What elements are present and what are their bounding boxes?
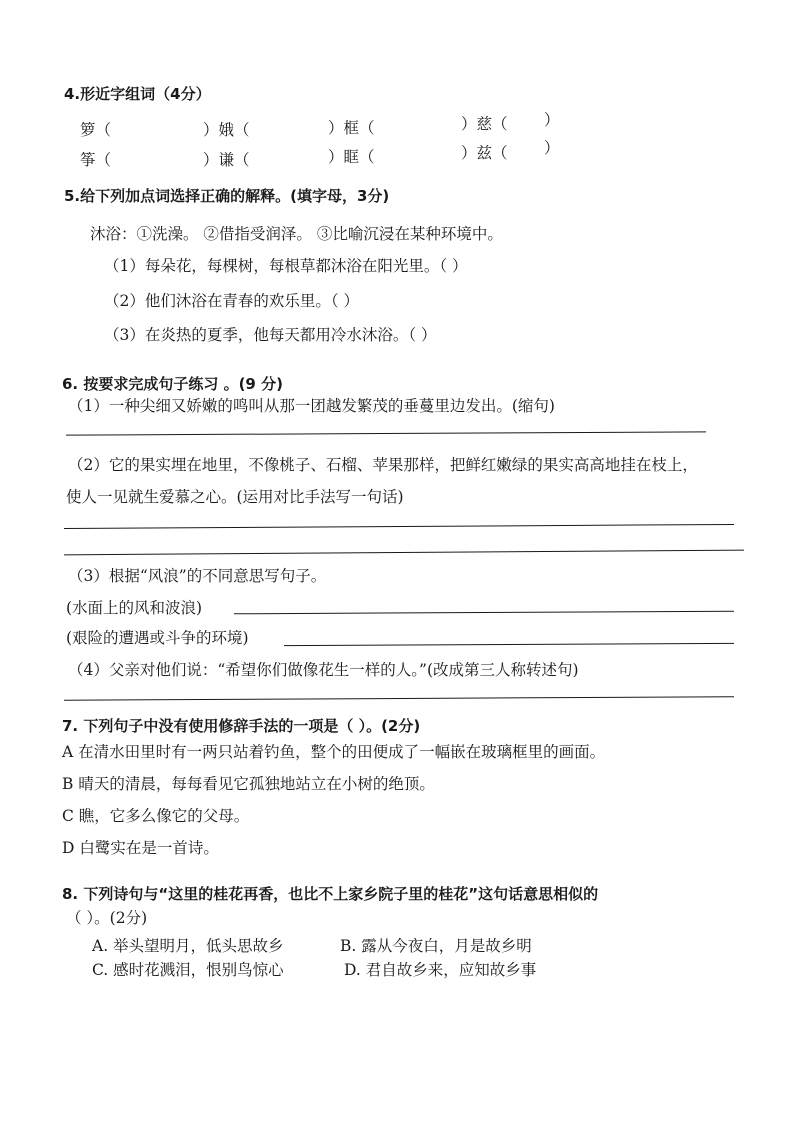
q4-r2-c5: ）	[544, 139, 560, 157]
q6-s1-answer-line[interactable]	[66, 431, 706, 435]
q6-s4-answer-line[interactable]	[64, 696, 734, 701]
q6-s2-line2: 使人一见就生爱慕之心。(运用对比手法写一句话)	[66, 488, 404, 506]
q4-r1-c2: ）娥（	[203, 121, 250, 139]
q6-s3a-label: (水面上的风和波浪)	[66, 599, 203, 617]
q8-option-d: D. 君自故乡来，应知故乡事	[344, 961, 537, 979]
q8-option-c: C. 感时花溅泪，恨别鸟惊心	[92, 961, 284, 979]
q5-item-3: （3）在炎热的夏季，他每天都用冷水沐浴。（ ）	[104, 326, 437, 344]
q5-item-1: （1）每朵花，每棵树，每根草都沐浴在阳光里。（ ）	[104, 257, 468, 275]
q4-r1-c3: ）框（	[328, 119, 375, 137]
q6-s2-line1: （2）它的果实埋在地里，不像桃子、石榴、苹果那样，把鲜红嫩绿的果实高高地挂在枝上，	[68, 456, 698, 474]
q6-s2-answer-line-2[interactable]	[64, 550, 744, 556]
q6-s4: （4）父亲对他们说：“希望你们做像花生一样的人。”(改成第三人称转述句)	[68, 661, 579, 679]
q8-option-b: B. 露从今夜白，月是故乡明	[340, 937, 532, 955]
q6-s3a-answer-line[interactable]	[234, 611, 734, 615]
q7-option-c: C 瞧，它多么像它的父母。	[62, 807, 250, 825]
q6-s3b-label: (艰险的遭遇或斗争的环境)	[66, 629, 249, 647]
q4-r2-c4: ）兹（	[461, 144, 508, 162]
q5-item-2: （2）他们沐浴在青春的欢乐里。（ ）	[104, 292, 360, 310]
q7-option-a: A 在清水田里时有一两只站着钓鱼，整个的田便成了一幅嵌在玻璃框里的画面。	[62, 743, 606, 761]
q6-s1: （1）一种尖细又娇嫩的鸣叫从那一团越发繁茂的垂蔓里边发出。(缩句)	[68, 397, 555, 415]
q8-option-a: A. 举头望明月，低头思故乡	[92, 937, 284, 955]
q8-title: 8. 下列诗句与“这里的桂花再香，也比不上家乡院子里的桂花”这句话意思相似的	[62, 885, 599, 903]
q4-r1-c5: ）	[544, 111, 560, 129]
q8-title-cont: （ ）。(2分)	[66, 909, 148, 927]
q6-s3b-answer-line[interactable]	[284, 643, 734, 646]
q6-s3: （3）根据“风浪”的不同意思写句子。	[68, 567, 327, 585]
q4-r2-c3: ）眶（	[328, 148, 375, 166]
q4-r2-c2: ）谦（	[203, 151, 250, 169]
q7-title: 7. 下列句子中没有使用修辞手法的一项是（ ）。(2分)	[62, 717, 421, 735]
q6-title: 6. 按要求完成句子练习 。(9 分)	[62, 375, 283, 393]
q7-option-b: B 晴天的清晨，每每看见它孤独地站立在小树的绝顶。	[62, 775, 435, 793]
q4-title: 4.形近字组词（4分）	[64, 85, 211, 103]
q4-r1-c1: 箩（	[80, 121, 112, 139]
q6-s2-answer-line-1[interactable]	[64, 524, 734, 529]
q4-r1-c4: ）慈（	[461, 115, 508, 133]
q7-option-d: D 白鹭实在是一首诗。	[62, 839, 219, 857]
q5-meanings: 沐浴：①洗澡。 ②借指受润泽。 ③比喻沉浸在某种环境中。	[90, 225, 503, 243]
q4-r2-c1: 筝（	[80, 151, 112, 169]
q5-title: 5.给下列加点词选择正确的解释。(填字母，3分)	[64, 187, 390, 205]
